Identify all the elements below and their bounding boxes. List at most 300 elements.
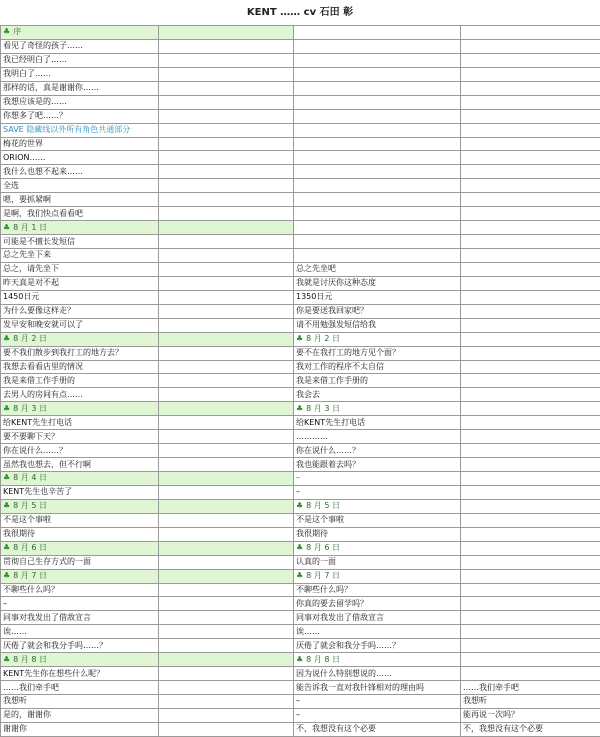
table-cell (1, 472, 159, 486)
cell-text: 你在说什么……？ (3, 446, 67, 455)
table-cell (159, 458, 294, 472)
table-cell (159, 597, 294, 611)
table-cell (159, 402, 294, 416)
section-header-row (1, 332, 600, 346)
table-row (1, 388, 600, 402)
table-cell (1, 221, 159, 235)
table-cell (294, 346, 461, 360)
table-row (1, 235, 600, 249)
table-cell (461, 39, 600, 53)
table-cell (159, 527, 294, 541)
table-cell (461, 53, 600, 67)
table-cell (294, 485, 461, 499)
table-row (1, 137, 600, 151)
table-cell (461, 667, 600, 681)
table-cell (159, 221, 294, 235)
table-cell (159, 249, 294, 263)
table-cell (294, 458, 461, 472)
table-cell (159, 625, 294, 639)
section-header-row (1, 541, 600, 555)
table-cell (1, 555, 159, 569)
table-cell (294, 583, 461, 597)
cell-text: 我是来借工作手册的 (296, 376, 368, 385)
table-cell (294, 332, 461, 346)
cell-text: 诶…… (296, 627, 320, 636)
cell-text: 发早安和晚安就可以了 (3, 320, 83, 329)
table-cell (1, 458, 159, 472)
table-cell (1, 109, 159, 123)
clover-icon: ♣ (296, 543, 303, 552)
table-cell (461, 276, 600, 290)
table-cell (159, 555, 294, 569)
cell-text: 我已经明白了…… (3, 55, 67, 64)
cell-text: 1350日元 (296, 292, 332, 301)
table-cell (294, 165, 461, 179)
table-cell (1, 81, 159, 95)
table-cell (294, 304, 461, 318)
table-cell (159, 430, 294, 444)
table-cell (159, 207, 294, 221)
table-cell (294, 109, 461, 123)
table-cell (159, 444, 294, 458)
table-cell (159, 109, 294, 123)
table-row (1, 207, 600, 221)
table-cell (461, 290, 600, 304)
table-cell (461, 555, 600, 569)
cell-text: 8 月 7 日 (13, 571, 47, 580)
table-cell (159, 165, 294, 179)
table-cell (461, 137, 600, 151)
table-cell (1, 499, 159, 513)
cell-text: 8 月 7 日 (306, 571, 340, 580)
table-cell (159, 179, 294, 193)
table-cell (159, 472, 294, 486)
table-cell (1, 165, 159, 179)
table-row (1, 430, 600, 444)
table-cell (294, 695, 461, 709)
cell-text: 我想听 (463, 696, 487, 705)
cell-text: 8 月 3 日 (306, 404, 340, 413)
table-cell (159, 262, 294, 276)
cell-text: 8 月 4 日 (13, 473, 47, 482)
table-cell (461, 221, 600, 235)
table-cell (461, 332, 600, 346)
cell-text: 8 月 2 日 (306, 334, 340, 343)
table-cell (461, 597, 600, 611)
table-cell (294, 722, 461, 736)
table-row (1, 67, 600, 81)
cell-text: 你是要送我回家吧？ (296, 306, 368, 315)
table-row (1, 39, 600, 53)
table-cell (294, 681, 461, 695)
cell-text: 去男人的房间有点…… (3, 390, 83, 399)
table-cell (1, 667, 159, 681)
cell-text: 能告诉我一直对我针锋相对的理由吗 (296, 683, 424, 692)
table-cell (159, 193, 294, 207)
cell-text: ……我们牵手吧 (3, 683, 59, 692)
table-cell (159, 499, 294, 513)
table-cell (461, 193, 600, 207)
cell-text: 不聊些什么吗？ (3, 585, 59, 594)
table-cell (294, 123, 461, 137)
table-cell (461, 513, 600, 527)
table-cell (1, 722, 159, 736)
table-cell (159, 513, 294, 527)
cell-text: 8 月 5 日 (13, 501, 47, 510)
cell-text: 不是这个事啦 (3, 515, 51, 524)
table-row (1, 360, 600, 374)
table-cell (461, 262, 600, 276)
cell-text: 我什么也想不起来…… (3, 167, 83, 176)
table-cell (294, 207, 461, 221)
table-cell (1, 95, 159, 109)
section-header-row (1, 499, 600, 513)
table-cell (294, 527, 461, 541)
cell-text: 我明白了…… (3, 69, 51, 78)
cell-text: KENT先生你在想些什么呢？ (3, 669, 104, 678)
cell-text: 我会去 (296, 390, 320, 399)
clover-icon: ♣ (296, 501, 303, 510)
cell-text: 给KENT先生打电话 (3, 418, 72, 427)
table-row (1, 527, 600, 541)
cell-text: 不，我想没有这个必要 (463, 724, 543, 733)
clover-icon: ♣ (296, 334, 303, 343)
table-cell (294, 625, 461, 639)
choice-table (0, 25, 600, 737)
cell-text: 不聊些什么吗？ (296, 585, 352, 594)
cell-text: SAVE 隐藏线以外所有角色共通部分 (3, 125, 130, 134)
table-cell (159, 360, 294, 374)
table-cell (461, 151, 600, 165)
table-cell (159, 583, 294, 597)
cell-text: 要不在我打工的地方见个面？ (296, 348, 400, 357)
table-row (1, 416, 600, 430)
cell-text: 8 月 6 日 (306, 543, 340, 552)
table-row (1, 346, 600, 360)
table-cell (294, 388, 461, 402)
table-cell (294, 667, 461, 681)
table-cell (294, 708, 461, 722)
table-cell (1, 39, 159, 53)
table-cell (294, 221, 461, 235)
table-cell (1, 625, 159, 639)
cell-text: 8 月 2 日 (13, 334, 47, 343)
cell-text: 能再说一次吗？ (463, 710, 519, 719)
table-cell (461, 95, 600, 109)
table-cell (1, 541, 159, 555)
cell-text: – (296, 710, 300, 719)
table-cell (294, 639, 461, 653)
table-cell (159, 639, 294, 653)
table-cell (159, 137, 294, 151)
table-cell (1, 583, 159, 597)
table-cell (294, 402, 461, 416)
table-cell (294, 611, 461, 625)
table-row (1, 276, 600, 290)
table-cell (159, 318, 294, 332)
table-cell (461, 26, 600, 40)
table-cell (159, 67, 294, 81)
table-cell (1, 123, 159, 137)
table-cell (159, 346, 294, 360)
table-cell (461, 207, 600, 221)
table-row (1, 165, 600, 179)
table-cell (1, 262, 159, 276)
cell-text: 要不我们散步到我打工的地方去？ (3, 348, 123, 357)
table-cell (1, 67, 159, 81)
table-cell (294, 262, 461, 276)
table-cell (294, 67, 461, 81)
cell-text: 要不要聊下天？ (3, 432, 59, 441)
cell-text: 我想去看看店里的情况 (3, 362, 83, 371)
table-cell (1, 444, 159, 458)
table-cell (1, 513, 159, 527)
table-row (1, 95, 600, 109)
cell-text: 同事对我发出了借敌宣言 (3, 613, 91, 622)
table-cell (294, 555, 461, 569)
cell-text: 那样的话，真是谢谢你…… (3, 83, 99, 92)
cell-text: 全选 (3, 181, 19, 190)
cell-text: 贯彻自己生存方式的一面 (3, 557, 91, 566)
table-cell (461, 360, 600, 374)
table-row (1, 179, 600, 193)
table-cell (1, 290, 159, 304)
table-cell (294, 360, 461, 374)
table-cell (294, 81, 461, 95)
table-row (1, 249, 600, 263)
clover-icon: ♣ (3, 501, 10, 510)
table-cell (461, 695, 600, 709)
table-row (1, 262, 600, 276)
table-cell (159, 235, 294, 249)
cell-text: 我很期待 (3, 529, 35, 538)
clover-icon: ♣ (296, 655, 303, 664)
table-cell (461, 541, 600, 555)
table-cell (159, 708, 294, 722)
table-cell (461, 430, 600, 444)
table-cell (294, 597, 461, 611)
section-header-row (1, 402, 600, 416)
cell-text: 你想多了吧……？ (3, 111, 67, 120)
table-row (1, 109, 600, 123)
table-cell (159, 151, 294, 165)
table-cell (294, 653, 461, 667)
cell-text: 我很期待 (296, 529, 328, 538)
table-cell (1, 276, 159, 290)
table-cell (159, 276, 294, 290)
section-header-row (1, 653, 600, 667)
table-cell (461, 611, 600, 625)
table-cell (294, 249, 461, 263)
table-cell (461, 444, 600, 458)
table-cell (1, 26, 159, 40)
table-cell (159, 722, 294, 736)
table-cell (294, 430, 461, 444)
table-cell (461, 165, 600, 179)
cell-text: 8 月 5 日 (306, 501, 340, 510)
table-cell (461, 472, 600, 486)
section-header-row (1, 472, 600, 486)
cell-text: 不是这个事啦 (296, 515, 344, 524)
table-cell (461, 485, 600, 499)
cell-text: 我是来借工作手册的 (3, 376, 75, 385)
table-cell (294, 276, 461, 290)
cell-text: 是的，谢谢你 (3, 710, 51, 719)
table-cell (461, 123, 600, 137)
table-cell (159, 695, 294, 709)
table-cell (294, 235, 461, 249)
cell-text: 梅花的世界 (3, 139, 43, 148)
table-row (1, 374, 600, 388)
table-cell (294, 193, 461, 207)
table-cell (461, 67, 600, 81)
cell-text: ORION…… (3, 153, 46, 162)
table-cell (294, 513, 461, 527)
table-cell (294, 416, 461, 430)
table-cell (159, 667, 294, 681)
table-cell (461, 653, 600, 667)
table-cell (461, 304, 600, 318)
table-cell (294, 472, 461, 486)
table-cell (294, 179, 461, 193)
table-cell (159, 653, 294, 667)
table-cell (461, 318, 600, 332)
table-cell (1, 179, 159, 193)
table-cell (1, 388, 159, 402)
table-cell (461, 235, 600, 249)
table-cell (159, 374, 294, 388)
table-row (1, 667, 600, 681)
cell-text: 因为说什么特别想说的…… (296, 669, 392, 678)
cell-text: 总之先坐下来 (3, 250, 51, 259)
cell-text: ……我们牵手吧 (463, 683, 519, 692)
clover-icon: ♣ (296, 404, 303, 413)
clover-icon: ♣ (3, 571, 10, 580)
cell-text: 我想听 (3, 696, 27, 705)
cell-text: ………… (296, 432, 328, 441)
table-cell (1, 137, 159, 151)
table-cell (159, 388, 294, 402)
table-cell (159, 123, 294, 137)
table-cell (294, 53, 461, 67)
table-cell (461, 499, 600, 513)
table-cell (461, 249, 600, 263)
table-row (1, 555, 600, 569)
table-cell (461, 583, 600, 597)
table-row (1, 53, 600, 67)
table-cell (1, 653, 159, 667)
table-row (1, 318, 600, 332)
cell-text: 同事对我发出了借敌宣言 (296, 613, 384, 622)
table-cell (294, 151, 461, 165)
cell-text: 给KENT先生打电话 (296, 418, 365, 427)
table-cell (1, 639, 159, 653)
table-cell (461, 109, 600, 123)
table-cell (1, 346, 159, 360)
table-cell (159, 39, 294, 53)
table-row (1, 485, 600, 499)
cell-text: 看见了奇怪的孩子…… (3, 41, 83, 50)
table-cell (1, 304, 159, 318)
cell-text: 8 月 8 日 (13, 655, 47, 664)
cell-text: 请不用勉强发短信给我 (296, 320, 376, 329)
table-cell (294, 137, 461, 151)
table-cell (294, 290, 461, 304)
cell-text: 我也能跟着去吗？ (296, 460, 360, 469)
table-row (1, 123, 600, 137)
table-row (1, 695, 600, 709)
table-cell (159, 26, 294, 40)
table-cell (1, 597, 159, 611)
clover-icon: ♣ (3, 404, 10, 413)
table-row (1, 708, 600, 722)
cell-text: 不，我想没有这个必要 (296, 724, 376, 733)
table-row (1, 513, 600, 527)
table-row (1, 151, 600, 165)
table-cell (461, 346, 600, 360)
table-cell (1, 416, 159, 430)
cell-text: 8 月 3 日 (13, 404, 47, 413)
table-cell (1, 569, 159, 583)
table-row (1, 290, 600, 304)
table-cell (159, 681, 294, 695)
cell-text: 诶…… (3, 627, 27, 636)
table-cell (461, 625, 600, 639)
table-cell (1, 193, 159, 207)
table-cell (294, 26, 461, 40)
table-row (1, 193, 600, 207)
table-cell (461, 527, 600, 541)
table-row (1, 611, 600, 625)
table-cell (461, 388, 600, 402)
clover-icon: ♣ (3, 334, 10, 343)
table-cell (1, 695, 159, 709)
table-cell (159, 569, 294, 583)
cell-text: 你真的要去留学吗？ (296, 599, 368, 608)
table-cell (461, 402, 600, 416)
section-header-row (1, 221, 600, 235)
cell-text: 可能是不擅长发短信 (3, 237, 75, 246)
table-row (1, 597, 600, 611)
cell-text: 我就是讨厌你这种态度 (296, 278, 376, 287)
table-row (1, 722, 600, 736)
clover-icon: ♣ (3, 655, 10, 664)
table-cell (294, 39, 461, 53)
clover-icon: ♣ (3, 27, 10, 36)
cell-text: 谢谢你 (3, 724, 27, 733)
table-cell (1, 53, 159, 67)
cell-text: 你在说什么……？ (296, 446, 360, 455)
table-cell (461, 569, 600, 583)
table-cell (159, 416, 294, 430)
table-cell (461, 179, 600, 193)
table-cell (294, 374, 461, 388)
table-cell (1, 430, 159, 444)
cell-text: 总之先坐吧 (296, 264, 336, 273)
table-cell (461, 81, 600, 95)
cell-text: 8 月 8 日 (306, 655, 340, 664)
cell-text: 总之，请先坐下 (3, 264, 59, 273)
table-cell (159, 485, 294, 499)
table-cell (159, 95, 294, 109)
table-cell (159, 304, 294, 318)
table-cell (1, 374, 159, 388)
table-cell (461, 416, 600, 430)
table-row (1, 583, 600, 597)
table-cell (1, 402, 159, 416)
cell-text: 厌倦了就会和我分手吗……？ (296, 641, 400, 650)
cell-text: 序 (13, 27, 21, 36)
